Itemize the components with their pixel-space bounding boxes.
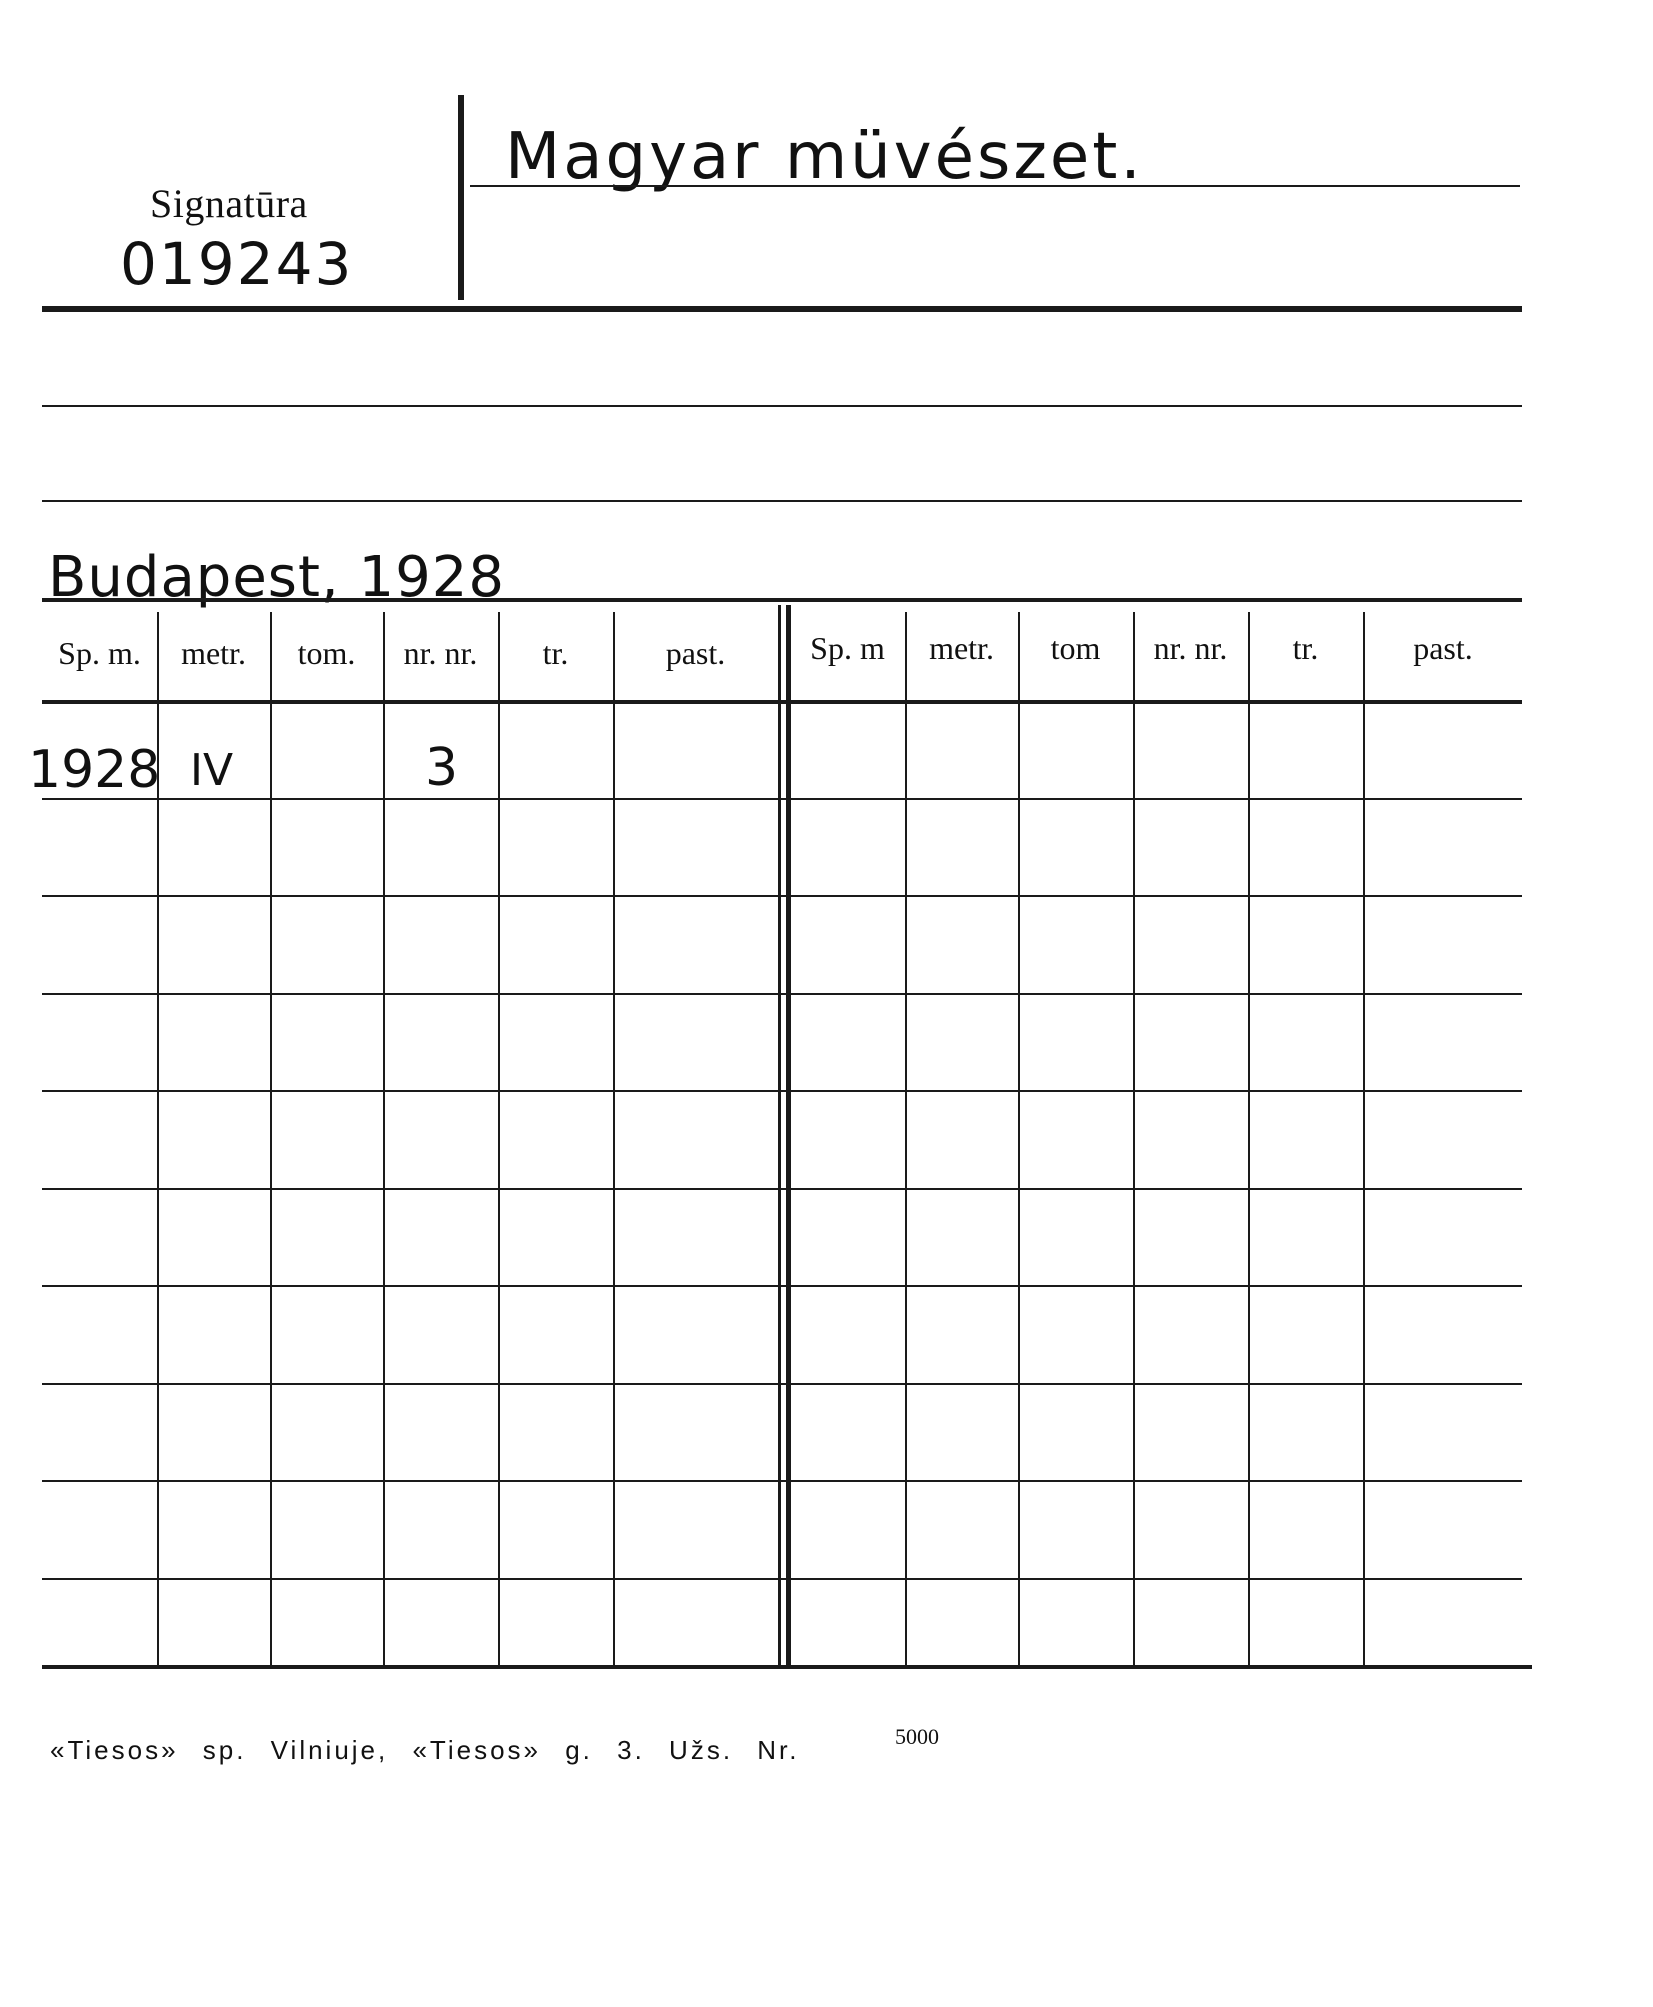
col-header-tr: tr. — [542, 635, 569, 671]
title-underline — [470, 185, 1520, 187]
row-rule — [42, 895, 1522, 897]
row-rule — [42, 993, 1522, 995]
col-divider — [1133, 612, 1135, 1667]
row-rule — [42, 798, 1522, 800]
row-rule — [42, 1578, 1522, 1580]
col-header-sp-m-right: Sp. m — [810, 630, 885, 666]
col-divider — [1018, 612, 1020, 1667]
center-divider — [778, 605, 781, 1665]
col-header-nr-nr: nr. nr. — [403, 635, 478, 671]
row1-metr: IV — [190, 745, 234, 796]
header-divider — [458, 95, 464, 300]
col-header-past: past. — [665, 635, 726, 671]
row-rule — [42, 1285, 1522, 1287]
signature-label: Signatūra — [150, 181, 308, 226]
signature-number: 019243 — [120, 230, 354, 298]
col-divider — [383, 612, 385, 1667]
row1-nr-nr: 3 — [425, 738, 459, 798]
row-rule — [42, 1480, 1522, 1482]
place-underline — [42, 598, 1522, 602]
col-divider — [498, 612, 500, 1667]
printer-imprint: «Tiesos» sp. Vilniuje, «Tiesos» g. 3. Užs. Nr. — [50, 1735, 800, 1765]
table-header-rule — [42, 700, 1522, 704]
row1-sp-m: 1928 — [28, 740, 161, 800]
blank-line-2 — [42, 500, 1522, 502]
col-header-past-right: past. — [1413, 630, 1473, 666]
col-divider — [1363, 612, 1365, 1667]
card-title: Magyar müvészet. — [505, 120, 1144, 194]
row-rule — [42, 1090, 1522, 1092]
col-divider — [905, 612, 907, 1667]
col-header-tr-right: tr. — [1292, 630, 1319, 666]
table-bottom-rule — [42, 1665, 1532, 1669]
row-rule — [42, 1383, 1522, 1385]
print-quantity: 5000 — [895, 1724, 939, 1749]
col-divider — [1248, 612, 1250, 1667]
col-header-nr-nr-right: nr. nr. — [1153, 630, 1228, 666]
row-rule — [42, 1188, 1522, 1190]
blank-line-1 — [42, 405, 1522, 407]
col-header-sp-m: Sp. m. — [58, 635, 141, 671]
col-header-tom-right: tom — [1050, 630, 1101, 666]
place-year: Budapest, 1928 — [48, 545, 506, 610]
header-bottom-rule — [42, 306, 1522, 312]
col-header-metr-right: metr. — [929, 630, 994, 666]
col-header-metr: metr. — [181, 635, 246, 671]
center-divider — [786, 605, 791, 1665]
col-divider — [270, 612, 272, 1667]
col-divider — [613, 612, 615, 1667]
col-header-tom: tom. — [297, 635, 356, 671]
